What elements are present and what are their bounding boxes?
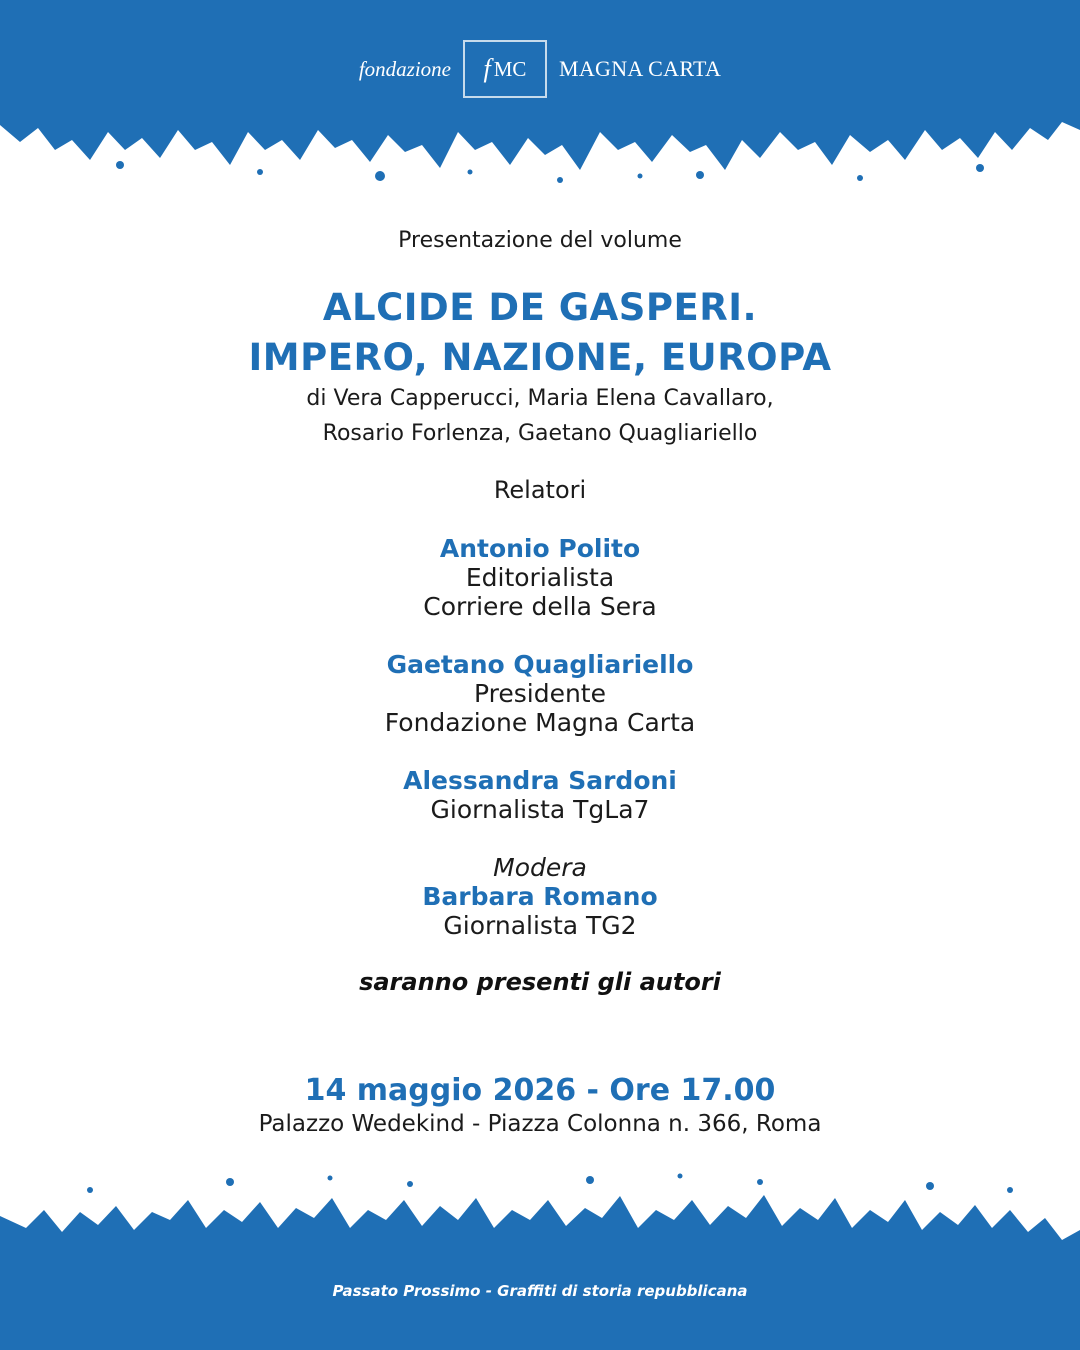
authors-line2: Rosario Forlenza, Gaetano Quagliariello: [322, 421, 758, 446]
speaker-role: Giornalista TgLa7: [430, 795, 650, 824]
speaker-org: Corriere della Sera: [423, 592, 657, 621]
speaker-role: Presidente: [474, 679, 606, 708]
book-authors: [0, 381, 1080, 451]
speaker-role: Editorialista: [465, 563, 615, 592]
logo-monogram-f: f: [483, 54, 491, 83]
speaker-org: Fondazione Magna Carta: [384, 708, 696, 737]
book-title-line2: IMPERO, NAZIONE, EUROPA: [248, 336, 832, 379]
speaker-block: [0, 650, 1080, 737]
authors-present-note: saranno presenti gli autori: [359, 968, 721, 996]
authors-line1: di Vera Capperucci, Maria Elena Cavallaro,: [306, 386, 774, 411]
moderator-block: [0, 853, 1080, 940]
moderator-name: Barbara Romano: [422, 882, 658, 911]
speaker-block: [0, 534, 1080, 621]
logo-monogram-letters: MC: [493, 56, 527, 81]
logo-name: MAGNA CARTA: [558, 56, 722, 81]
book-title: [0, 283, 1080, 383]
logo-monogram: [463, 40, 547, 98]
moderator-label: Modera: [493, 853, 587, 882]
speaker-name: Antonio Polito: [439, 534, 641, 563]
top-blue-band: [0, 0, 1080, 200]
series-footer: Passato Prossimo - Graffiti di storia repubblicana: [332, 1282, 748, 1300]
speaker-name: Gaetano Quagliariello: [386, 650, 694, 679]
book-title-line1: ALCIDE DE GASPERI.: [322, 286, 758, 329]
event-subtitle: Presentazione del volume: [398, 228, 682, 253]
speakers-heading: Relatori: [493, 476, 587, 504]
moderator-role: Giornalista TG2: [443, 911, 637, 940]
bottom-blue-band: [0, 1170, 1080, 1350]
logo-prefix: fondazione: [358, 56, 451, 81]
event-date: 14 maggio 2026 - Ore 17.00: [304, 1073, 776, 1108]
event-venue: Palazzo Wedekind - Piazza Colonna n. 366, Roma: [258, 1111, 822, 1137]
foundation-logo: [0, 40, 1080, 98]
speaker-block: [0, 766, 1080, 824]
speaker-name: Alessandra Sardoni: [403, 766, 677, 795]
